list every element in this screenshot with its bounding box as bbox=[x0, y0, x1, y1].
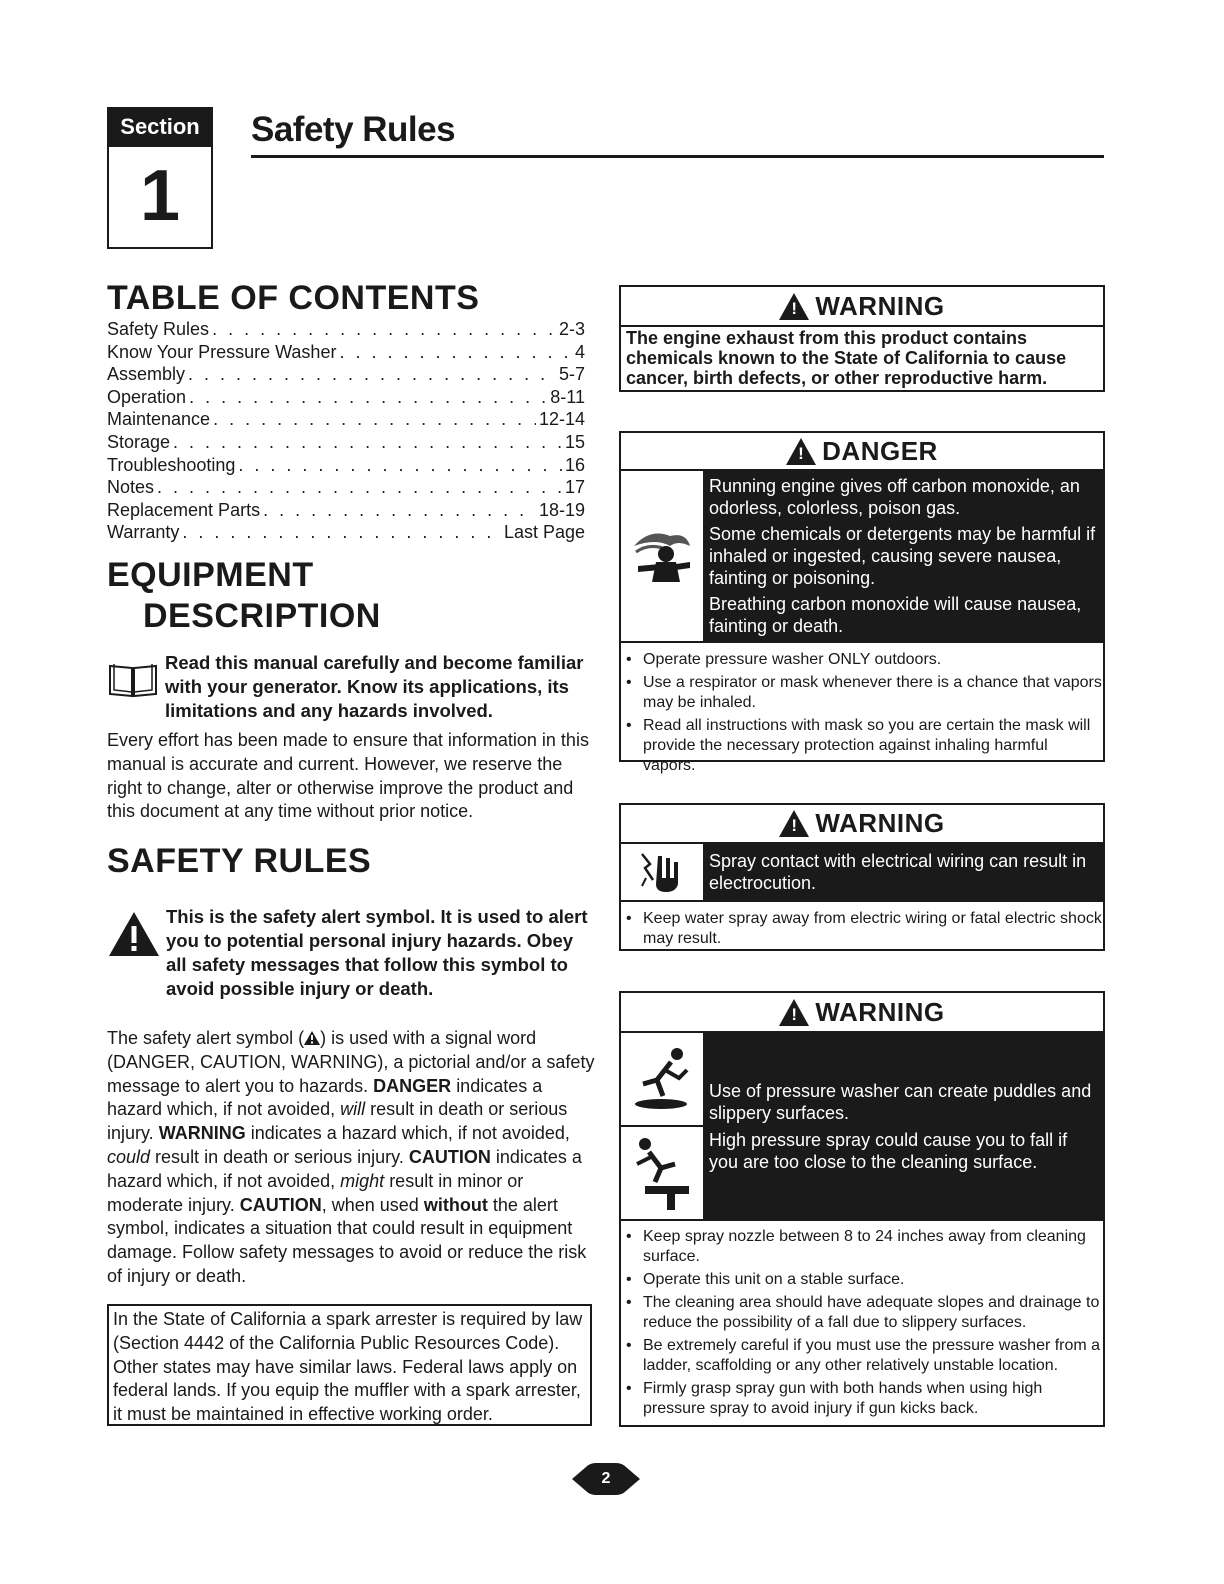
toc-heading: TABLE OF CONTENTS bbox=[107, 279, 480, 317]
inline-alert-icon bbox=[304, 1031, 320, 1045]
list-item: • Firmly grasp spray gun with both hands when using high pressure spray to avoid injury if gun kicks back. bbox=[621, 1379, 1103, 1419]
danger-header: ! DANGER bbox=[621, 433, 1103, 471]
slip-hazard-icon bbox=[621, 1033, 703, 1127]
warning-box-slippery bbox=[619, 991, 1105, 1427]
page-number-badge bbox=[572, 1463, 640, 1495]
danger-triangle-icon bbox=[786, 438, 816, 465]
equipment-heading-line2: DESCRIPTION bbox=[143, 597, 381, 635]
section-badge bbox=[107, 107, 213, 249]
warning-triangle-icon bbox=[779, 999, 809, 1026]
slippery-hazard-text: High pressure spray could cause you to fall if you are too close to the cleaning surface. bbox=[709, 1129, 1068, 1172]
signal-words-paragraph: The safety alert symbol ( ) is used with a signal word (DANGER, CAUTION, WARNING), a pictorial and/or a safety message to alert you to hazards. DANGER indicates a hazard which, if not avoided, will result in death or serious injury. WARNING indicates a hazard which, if not avoided, could result in death or serious injury. CAUTION indicates a hazard which, if not avoided, might result in minor or moderate injury. CAUTION, when used without the alert symbol, indicates a situation that could result in equipment damage. Follow safety messages to avoid or reduce the risk of injury or death. bbox=[107, 1028, 595, 1286]
title-rule bbox=[251, 155, 1104, 158]
toc-entry: Notes . . . 17 bbox=[107, 476, 585, 499]
manual-book-icon bbox=[107, 660, 159, 700]
list-item: • Operate this unit on a stable surface. bbox=[621, 1270, 1103, 1290]
warning-box-electrical bbox=[619, 803, 1105, 951]
toc-entry: Troubleshooting . . . 16 bbox=[107, 454, 585, 477]
electrocution-icon bbox=[621, 844, 703, 900]
safety-alert-icon bbox=[107, 910, 161, 958]
page-title: Safety Rules bbox=[251, 110, 456, 149]
manual-note: Read this manual carefully and become familiar with your generator. Know its applications, its limitations and any hazards involved. bbox=[165, 652, 584, 721]
warning-triangle-icon bbox=[779, 810, 809, 837]
toc-entry: Know Your Pressure Washer . . . 4 bbox=[107, 341, 585, 364]
list-item: • Keep water spray away from electric wiring or fatal electric shock may result. bbox=[621, 909, 1103, 949]
list-item: • Use a respirator or mask whenever there is a chance that vapors may be inhaled. bbox=[621, 673, 1103, 713]
alert-note: This is the safety alert symbol. It is used to alert you to potential personal injury hazards. Obey all safety messages that follow this symbol to avoid possible injury or death. bbox=[166, 906, 588, 999]
warning-header: ! WARNING bbox=[621, 287, 1103, 327]
warning-box-exhaust bbox=[619, 285, 1105, 392]
warning-exhaust-text: The engine exhaust from this product contains chemicals known to the State of California to cause cancer, birth defects, or other reproductive harm. bbox=[626, 328, 1067, 388]
list-item: • Operate pressure washer ONLY outdoors. bbox=[621, 650, 1103, 670]
page-number: 2 bbox=[601, 1470, 611, 1487]
fall-hazard-icon bbox=[621, 1127, 703, 1219]
toc-entry: Replacement Parts . . . 18-19 bbox=[107, 499, 585, 522]
toc-entry: Warranty . . . Last Page bbox=[107, 521, 585, 544]
equipment-heading-line1: EQUIPMENT bbox=[107, 556, 314, 594]
slippery-instructions bbox=[621, 1221, 1103, 1419]
toc-entry: Operation . . . 8-11 bbox=[107, 386, 585, 409]
section-label: Section bbox=[109, 109, 211, 147]
list-item: • The cleaning area should have adequate slopes and drainage to reduce the possibility of a fall due to slippery surfaces. bbox=[621, 1293, 1103, 1333]
danger-instructions bbox=[621, 643, 1103, 776]
toxic-fumes-icon bbox=[621, 471, 703, 641]
section-number: 1 bbox=[139, 156, 181, 236]
slippery-hazard-text: Use of pressure washer can create puddles and slippery surfaces. bbox=[709, 1080, 1092, 1123]
california-spark-arrester-box: In the State of California a spark arrester is required by law (Section 4442 of the California Public Resources Code). Other states may have similar laws. Federal laws apply on federal lands. If you equip the muffler with a spark arrester, it must be maintained in effective working order. bbox=[107, 1304, 592, 1426]
safety-heading: SAFETY RULES bbox=[107, 842, 372, 880]
danger-hazard-text: Breathing carbon monoxide will cause nausea, fainting or death. bbox=[709, 594, 1082, 636]
danger-hazard-text: Some chemicals or detergents may be harmful if inhaled or ingested, causing severe nausea, fainting or poisoning. bbox=[709, 524, 1096, 588]
electrical-instructions bbox=[621, 902, 1103, 949]
equipment-body: Every effort has been made to ensure that information in this manual is accurate and current. However, we reserve the right to change, alter or otherwise improve the product and this document at any time without prior notice. bbox=[107, 730, 589, 822]
warning-header: ! WARNING bbox=[621, 805, 1103, 844]
slippery-hazard-panel bbox=[703, 1033, 1103, 1219]
list-item: • Be extremely careful if you must use the pressure washer from a ladder, scaffolding or any other relatively unstable location. bbox=[621, 1336, 1103, 1376]
danger-box bbox=[619, 431, 1105, 774]
toc-entry: Safety Rules . . . 2-3 bbox=[107, 318, 585, 341]
toc-entry: Storage . . . 15 bbox=[107, 431, 585, 454]
danger-hazard-panel bbox=[703, 471, 1103, 641]
danger-hazard-text: Running engine gives off carbon monoxide, an odorless, colorless, poison gas. bbox=[709, 476, 1080, 518]
toc-entry: Maintenance . . . 12-14 bbox=[107, 408, 585, 431]
list-item: • Read all instructions with mask so you are certain the mask will provide the necessary protection against inhaling harmful vapors. bbox=[621, 716, 1103, 776]
warning-header: ! WARNING bbox=[621, 993, 1103, 1033]
list-item: • Keep spray nozzle between 8 to 24 inches away from cleaning surface. bbox=[621, 1227, 1103, 1267]
warning-triangle-icon bbox=[779, 293, 809, 320]
toc-list bbox=[107, 318, 585, 544]
toc-entry: Assembly . . . 5-7 bbox=[107, 363, 585, 386]
electrical-hazard-panel: Spray contact with electrical wiring can result in electrocution. bbox=[703, 844, 1103, 900]
